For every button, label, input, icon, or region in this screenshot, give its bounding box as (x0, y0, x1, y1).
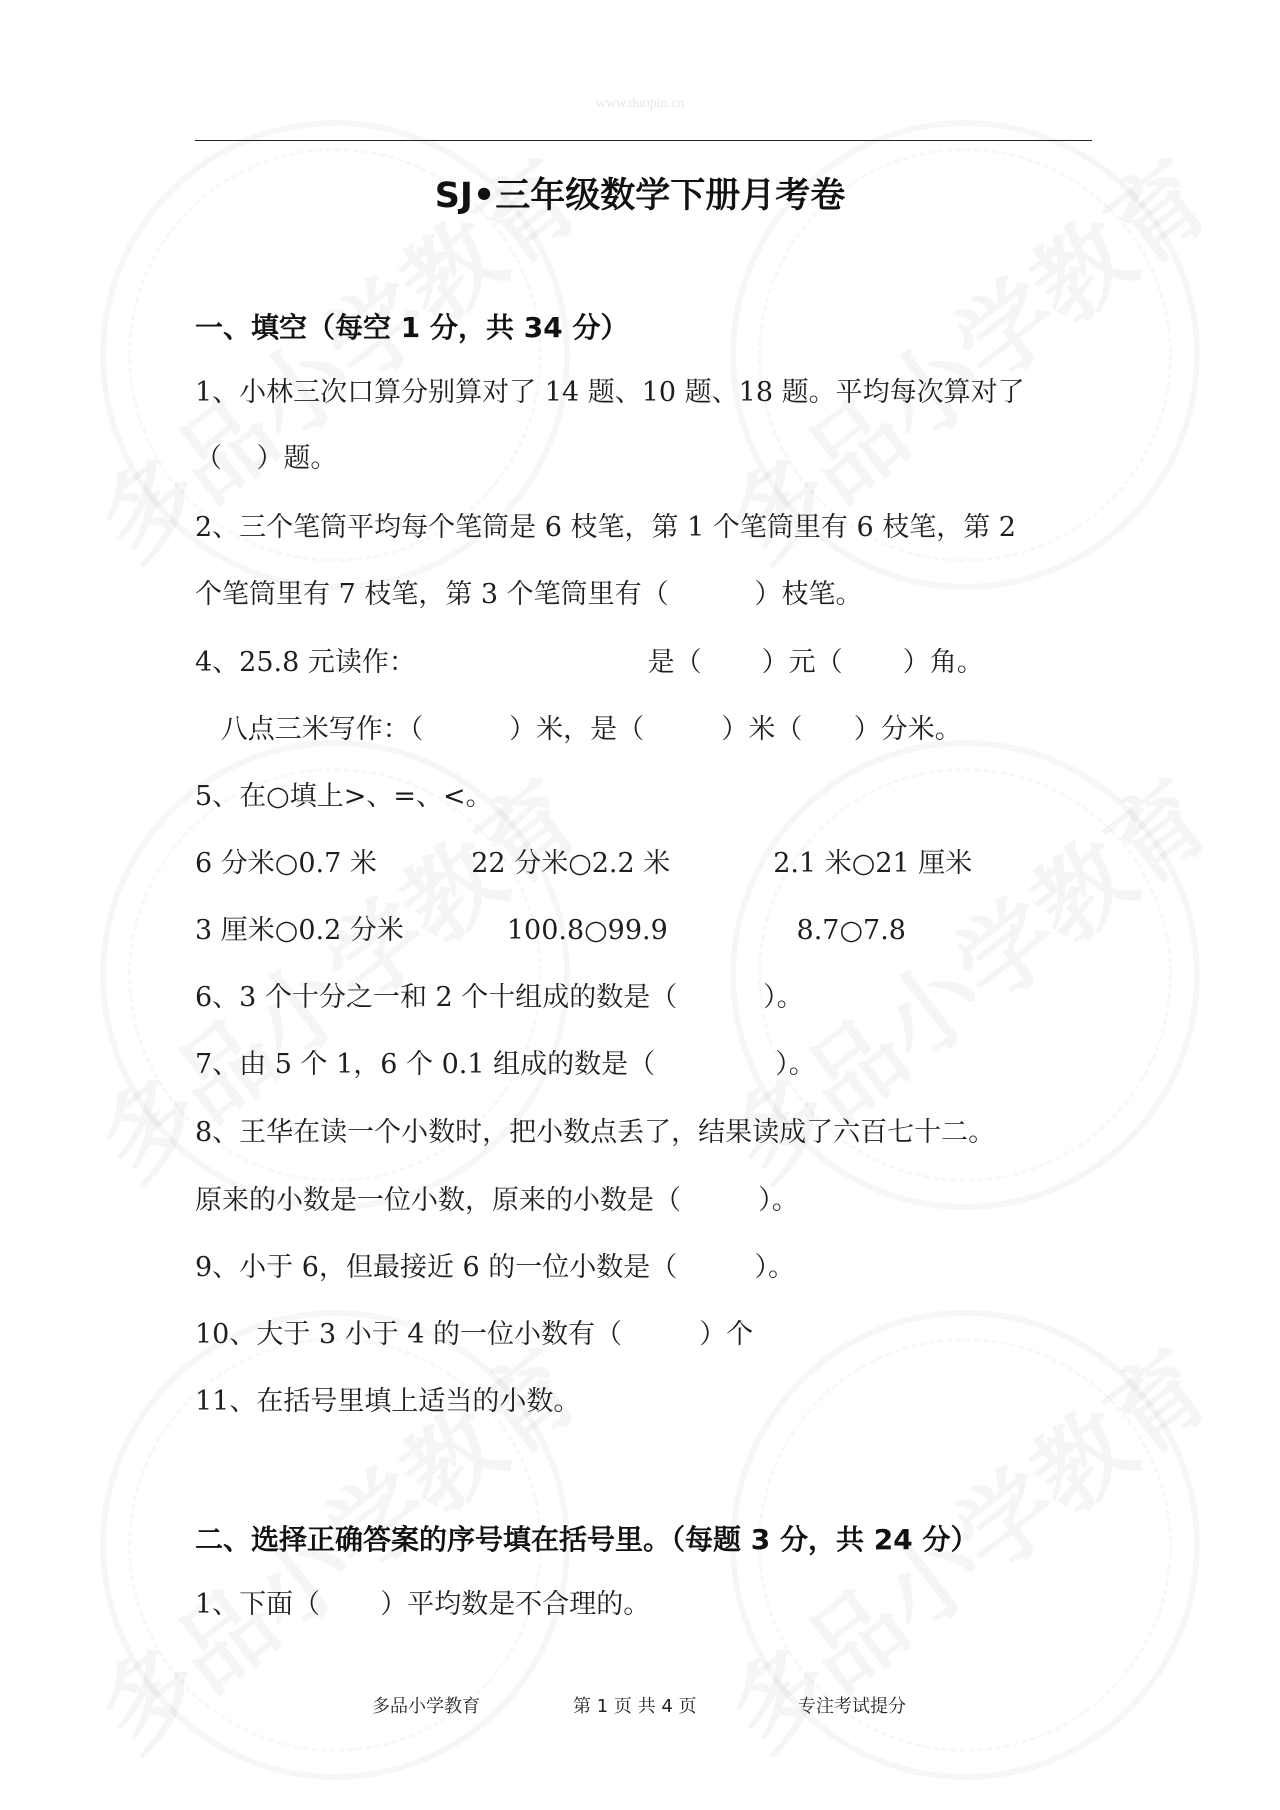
question-line: 11、在括号里填上适当的小数。 (195, 1386, 581, 1417)
header-divider (195, 140, 1092, 141)
page-title: SJ•三年级数学下册月考卷 (434, 176, 846, 216)
question-line: 10、大于 3 小于 4 的一位小数有（ ）个 (195, 1319, 754, 1350)
question-line: 7、由 5 个 1，6 个 0.1 组成的数是（ ）。 (195, 1049, 816, 1080)
question-line: 八点三米写作：（ ）米，是（ ）米（ ）分米。 (195, 714, 962, 745)
question-line: 6 分米○0.7 米 22 分米○2.2 米 2.1 米○21 厘米 (195, 848, 973, 879)
question-line: 2、三个笔筒平均每个笔筒是 6 枝笔，第 1 个笔筒里有 6 枝笔，第 2 (195, 512, 1016, 543)
question-line: 个笔筒里有 7 枝笔，第 3 个笔筒里有（ ）枝笔。 (195, 579, 863, 610)
question-line: 9、小于 6，但最接近 6 的一位小数是（ ）。 (195, 1252, 796, 1283)
question-line: 原来的小数是一位小数，原来的小数是（ ）。 (195, 1185, 799, 1216)
question-line: 5、在○填上>、=、<。 (195, 781, 493, 812)
footer-page-number: 第 1 页 共 4 页 (573, 1696, 697, 1717)
question-line: 3 厘米○0.2 分米 100.8○99.9 8.7○7.8 (195, 915, 906, 946)
header-url: www.duopin.cn (595, 96, 685, 111)
footer-right: 专注考试提分 (798, 1696, 906, 1717)
footer-left: 多品小学教育 (372, 1696, 480, 1717)
section-heading-fill-blank: 一、填空（每空 1 分，共 34 分） (195, 311, 629, 344)
question-line: 4、25.8 元读作： 是（ ）元（ ）角。 (195, 647, 984, 678)
question-line: 1、下面（ ）平均数是不合理的。 (195, 1589, 651, 1620)
question-line: 6、3 个十分之一和 2 个十组成的数是（ ）。 (195, 982, 804, 1013)
section-heading-multiple-choice: 二、选择正确答案的序号填在括号里。（每题 3 分，共 24 分） (195, 1523, 979, 1556)
question-line: 8、王华在读一个小数时，把小数点丢了，结果读成了六百七十二。 (195, 1117, 996, 1148)
question-line: （ ）题。 (195, 443, 338, 474)
question-line: 1、小林三次口算分别算对了 14 题、10 题、18 题。平均每次算对了 (195, 377, 1025, 408)
